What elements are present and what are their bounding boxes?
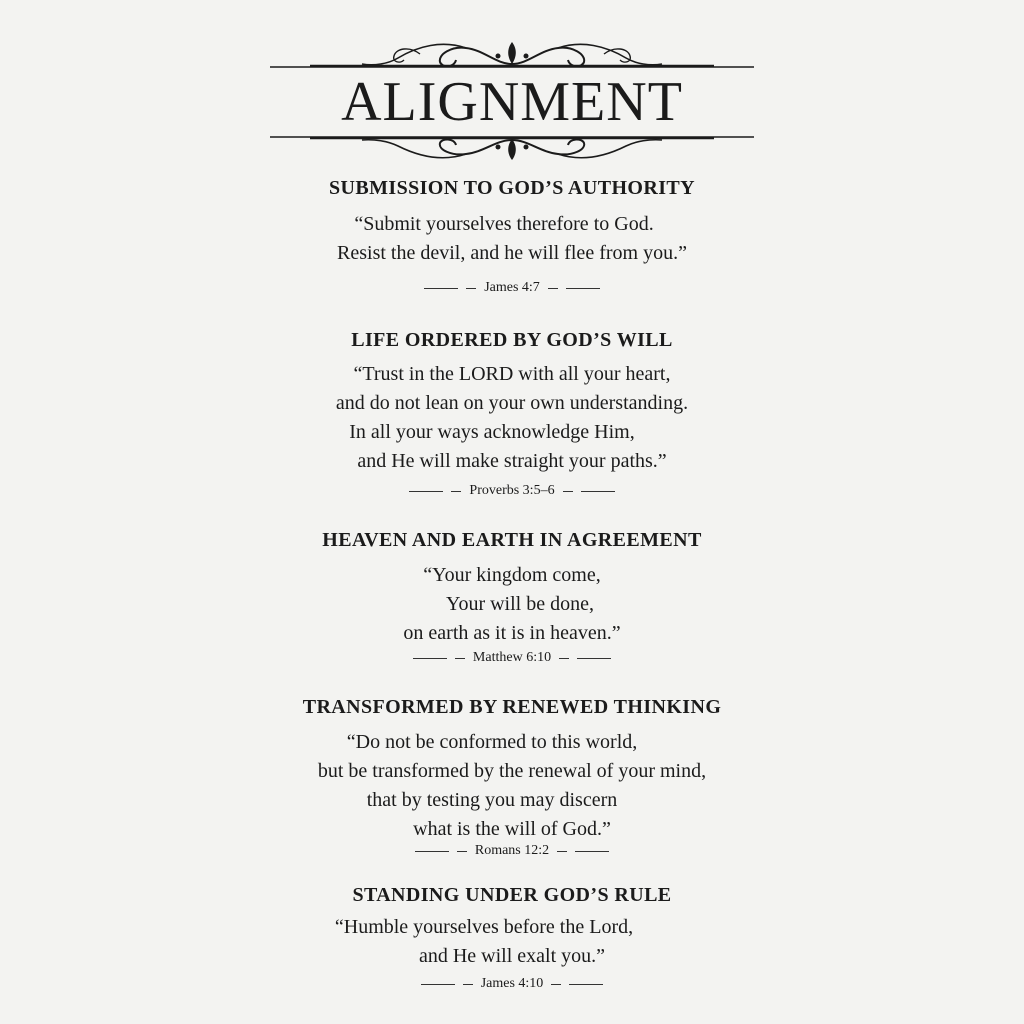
verse-text: [0, 561, 1024, 648]
verse-line: that by testing you may discern: [366, 789, 618, 811]
section-heading: LIFE ORDERED BY GOD’S WILL: [351, 329, 673, 351]
divider-rule: [463, 984, 473, 985]
verse-line: but be transformed by the renewal of your mind,: [317, 760, 707, 782]
verse-line: “Trust in the LORD with all your heart,: [353, 363, 671, 385]
verse-text: [0, 728, 1024, 844]
divider-rule: [575, 851, 609, 852]
divider-rule: [457, 851, 467, 852]
scripture-reference: [0, 483, 1024, 499]
divider-rule: [455, 658, 465, 659]
divider-rule: [466, 288, 476, 289]
divider-rule: [451, 491, 461, 492]
scripture-reference: [0, 976, 1024, 992]
reference-text: James 4:10: [480, 976, 544, 991]
divider-rule: [548, 288, 558, 289]
verse-line: Your will be done,: [446, 593, 594, 615]
section-heading: TRANSFORMED BY RENEWED THINKING: [302, 696, 722, 718]
verse-line: and He will exalt you.”: [418, 945, 606, 967]
verse-line: “Humble yourselves before the Lord,: [334, 916, 634, 938]
divider-rule: [421, 984, 455, 985]
divider-rule: [415, 851, 449, 852]
divider-rule: [557, 851, 567, 852]
verse-line: In all your ways acknowledge Him,: [349, 421, 635, 443]
scripture-reference: [0, 843, 1024, 859]
verse-text: [0, 210, 1024, 268]
section-heading: SUBMISSION TO GOD’S AUTHORITY: [329, 177, 695, 199]
reference-text: Romans 12:2: [474, 843, 550, 858]
bottom-flourish-ornament: [270, 130, 754, 164]
verse-line: Resist the devil, and he will flee from you.”: [337, 242, 687, 264]
verse-line: what is the will of God.”: [413, 818, 611, 840]
section-heading: HEAVEN AND EARTH IN AGREEMENT: [322, 529, 702, 551]
divider-rule: [566, 288, 600, 289]
divider-rule: [424, 288, 458, 289]
verse-line: and He will make straight your paths.”: [357, 450, 667, 472]
divider-rule: [551, 984, 561, 985]
divider-rule: [577, 658, 611, 659]
verse-line: and do not lean on your own understanding.: [335, 392, 689, 414]
divider-rule: [563, 491, 573, 492]
reference-text: James 4:7: [484, 280, 540, 295]
verse-text: [0, 360, 1024, 476]
page-title: ALIGNMENT: [341, 71, 683, 133]
verse-line: “Submit yourselves therefore to God.: [354, 213, 654, 235]
reference-text: Proverbs 3:5–6: [469, 483, 555, 498]
verse-line: “Do not be conformed to this world,: [346, 731, 638, 753]
divider-rule: [581, 491, 615, 492]
scripture-reference: [0, 280, 1024, 296]
scripture-reference: [0, 650, 1024, 666]
verse-line: “Your kingdom come,: [423, 564, 601, 586]
reference-text: Matthew 6:10: [472, 650, 552, 665]
divider-rule: [569, 984, 603, 985]
divider-rule: [409, 491, 443, 492]
section-heading: STANDING UNDER GOD’S RULE: [352, 884, 672, 906]
verse-text: [0, 913, 1024, 971]
divider-rule: [413, 658, 447, 659]
divider-rule: [559, 658, 569, 659]
verse-line: on earth as it is in heaven.”: [403, 622, 621, 644]
